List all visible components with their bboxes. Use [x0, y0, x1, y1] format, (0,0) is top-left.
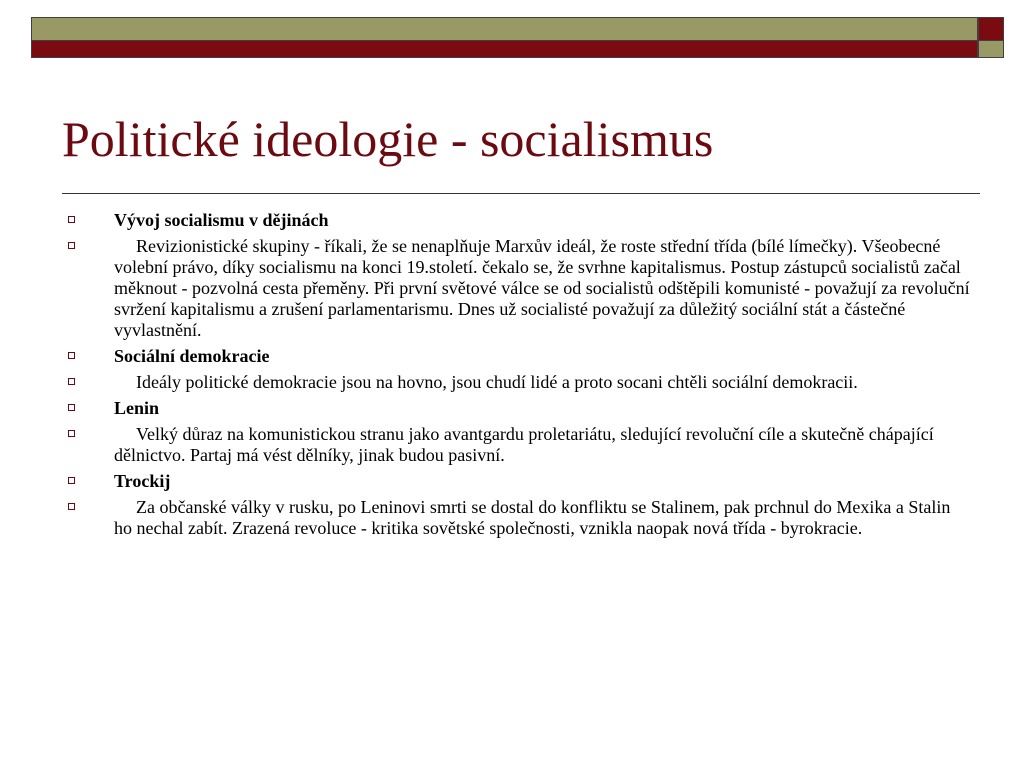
paragraph-text: Ideály politické demokracie jsou na hovno, jsou chudí lidé a proto socani chtěli sociální demokracii.: [136, 372, 858, 392]
header-band-olive: [31, 17, 978, 41]
square-bullet-icon: [68, 378, 75, 385]
list-item: [62, 210, 972, 231]
heading-text: Lenin: [114, 398, 160, 418]
heading-text: Trockij: [114, 471, 171, 491]
paragraph-text: Za občanské války v rusku, po Leninovi smrti se dostal do konfliktu se Stalinem, pak prchnul do Mexika a Stalin ho nechal zabít. Zrazená revoluce - kritika sovětské společnosti, vznikla naopak nová třída - byrokracie.: [114, 497, 951, 538]
list-item: [62, 471, 972, 492]
list-item: [62, 236, 972, 341]
list-item: [62, 346, 972, 367]
square-bullet-icon: [68, 477, 75, 484]
header-band-red: [31, 41, 978, 58]
list-item: [62, 497, 972, 539]
paragraph-text: Revizionistické skupiny - říkali, že se nenaplňuje Marxův ideál, že roste střední třída (bílé límečky). Všeobecné volební právo, díky socialismu na konci 19.století. čekalo se, že svrhne kapitalismus. Postup zástupců socialistů začal měknout - pozvolná cesta přeměny. Při první světové válce se od socialistů odštěpili komunisté - považují za revoluční svržení kapitalismu a zrušení parlamentarismu. Dnes už socialisté považují za důležitý sociální stát a částečné vyvlastnění.: [114, 236, 970, 340]
title-divider: [62, 193, 980, 194]
corner-block-red: [978, 17, 1004, 41]
heading-text: Sociální demokracie: [114, 346, 270, 366]
bullet-list: [62, 210, 972, 544]
list-item: [62, 424, 972, 466]
square-bullet-icon: [68, 216, 75, 223]
corner-block-olive: [978, 41, 1004, 58]
slide-title: Politické ideologie - socialismus: [62, 111, 714, 167]
square-bullet-icon: [68, 503, 75, 510]
paragraph-text: Velký důraz na komunistickou stranu jako avantgardu proletariátu, sledující revoluční cíle a skutečně chápající dělnictvo. Partaj má vést dělníky, jinak budou pasivní.: [114, 424, 934, 465]
list-item: [62, 372, 972, 393]
list-item: [62, 398, 972, 419]
heading-text: Vývoj socialismu v dějinách: [114, 210, 329, 230]
square-bullet-icon: [68, 404, 75, 411]
square-bullet-icon: [68, 430, 75, 437]
square-bullet-icon: [68, 242, 75, 249]
square-bullet-icon: [68, 352, 75, 359]
